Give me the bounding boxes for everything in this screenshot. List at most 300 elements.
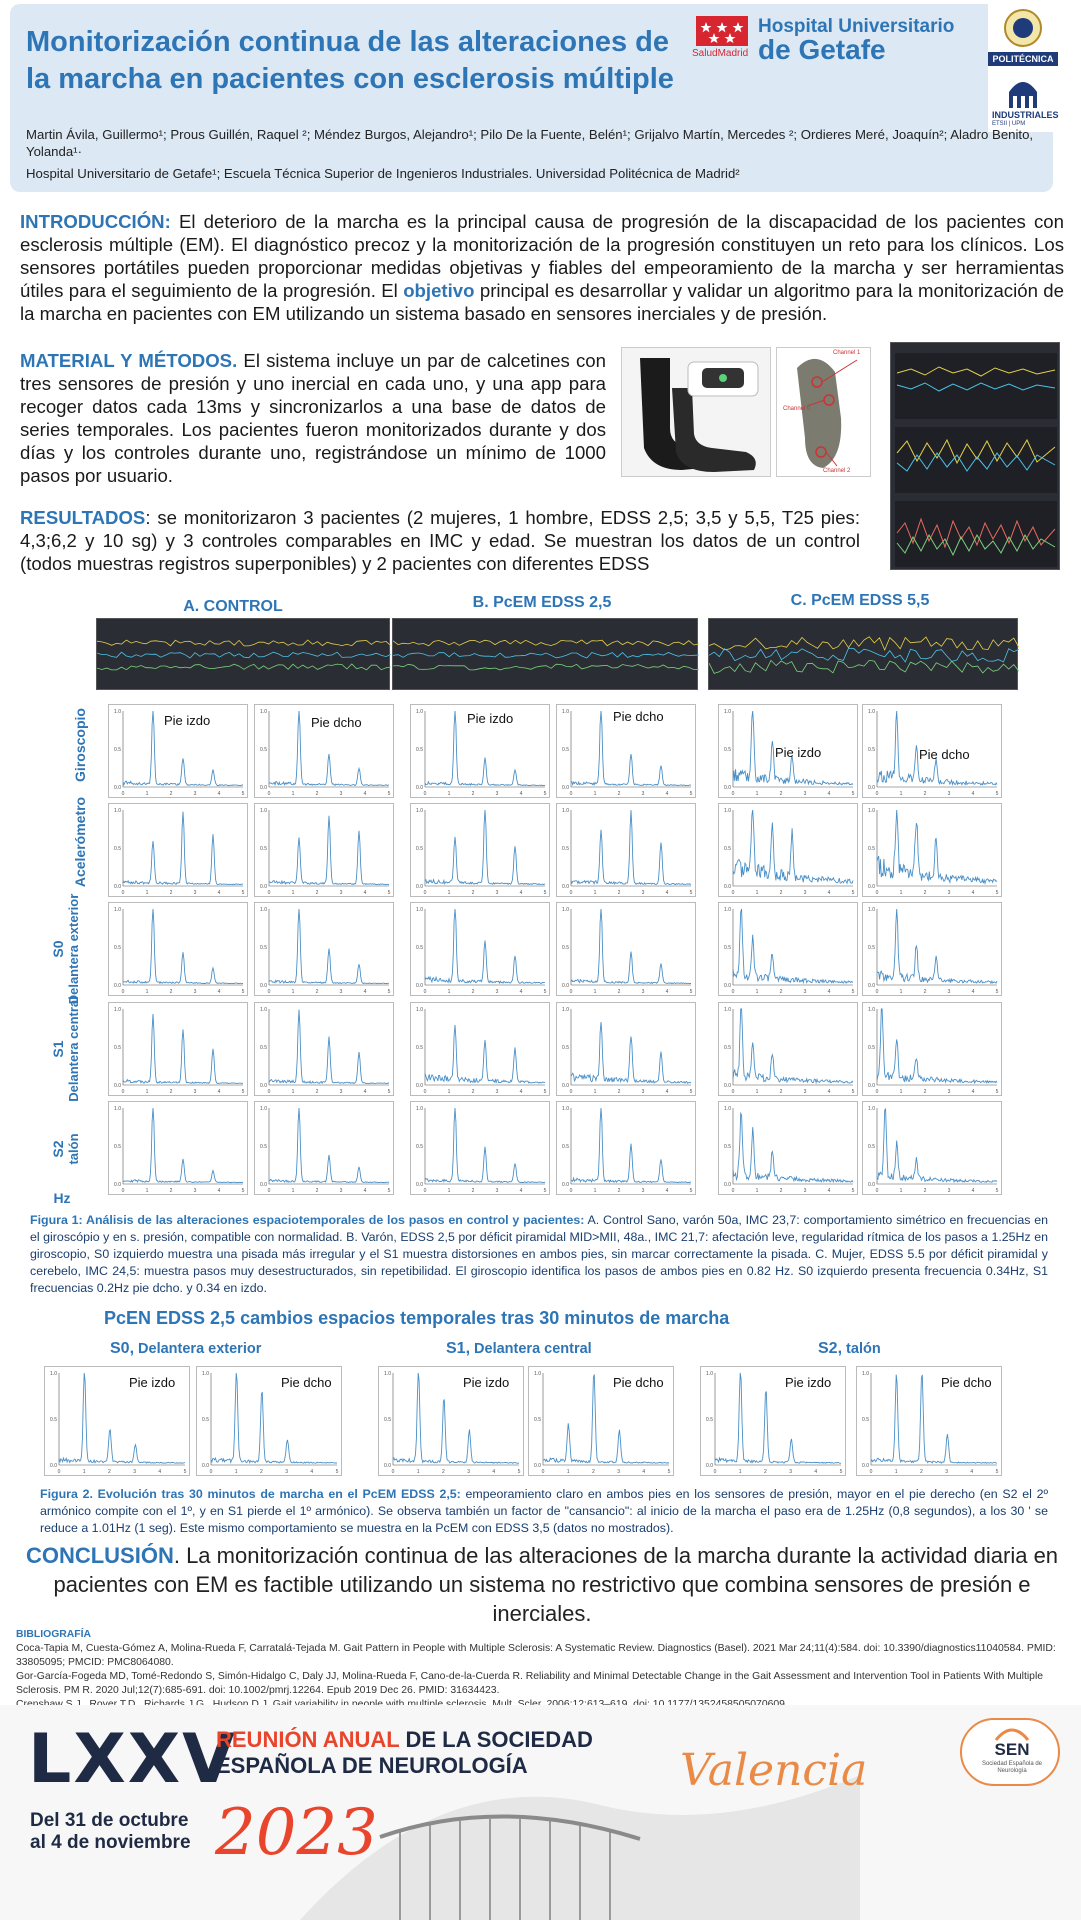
fig1-r1-c3-xtick: 3 [641, 890, 645, 896]
fig2-p0-xtick: 4 [158, 1469, 162, 1475]
methods-text: El sistema incluye un par de calcetines con tres sensores de presión y uno inercial en cada uno, y una app para recoger datos cada 13ms y sincronizarlos a una base de datos de series temporales. Los pacientes fueron monitorizados durante y dos días y los controles durante uno, registrándose un mínimo de 1000 pasos por usuario. [20, 350, 606, 486]
fig1-r4-c1-xtick: 3 [339, 1188, 343, 1194]
industriales-dome-icon [1005, 74, 1041, 110]
fig1-r2-c5-series-line [877, 909, 997, 983]
fig2-p1-xtick: 5 [335, 1469, 339, 1475]
fig2-p4-xtick: 0 [713, 1469, 717, 1475]
fig1-r4-c2-series-line [425, 1108, 545, 1183]
channel-1-label: Channel 1 [833, 350, 861, 356]
fig1-r3-c0-xtick: 1 [145, 1089, 149, 1095]
fig1-r4-c0-xtick: 5 [241, 1188, 245, 1194]
fig1-r3-c4-xtick: 0 [731, 1089, 735, 1095]
fig1-r3-c0-ytick: 0.5 [114, 1045, 121, 1051]
fig2-p3-xtick: 2 [592, 1469, 595, 1475]
bibliography-section [16, 1628, 1066, 1712]
fig2-p0-side-label: Pie izdo [129, 1375, 176, 1390]
fig1-r0-c1-xtick: 4 [363, 791, 367, 797]
figure2-caption [40, 1486, 1048, 1537]
fig1-r3-c3-xtick: 5 [689, 1089, 693, 1095]
fig1-r2-c2-xtick: 4 [519, 989, 523, 995]
fig1-r4-c5-xtick: 3 [947, 1188, 951, 1194]
fig1-r2-c5-ytick: 0.0 [868, 983, 875, 989]
upm-crest-icon [1003, 8, 1043, 48]
row-label-s1-name: Delantera central [66, 996, 81, 1102]
bibliography-ref-2: Gor-García-Fogeda MD, Tomé-Redondo S, Simón-Hidalgo C, Daly JJ, Molina-Rueda F, Cano-de-la-Cuerda R. Reliability and Minimal Detectable Change in the Gait Assessment and Intervention Tool in Patients With Multiple Sclerosis. PM R. 2020 Jul;12(7):685-691. doi: 10.1002/pmrj.12264. Epub 2019 Dec 26. PMID: 31634423. [16, 1671, 1044, 1696]
fig1-r4-c4-ytick: 0.5 [724, 1144, 731, 1150]
fig2-p0-xtick: 0 [57, 1469, 61, 1475]
row-label-s1-code: S1 [50, 1040, 66, 1058]
fig2-p4-xtick: 2 [764, 1469, 767, 1475]
fig1-r1-c1-xtick: 3 [339, 890, 343, 896]
fig1-r3-c2-panel [410, 1002, 550, 1096]
fig1-r0-c5-xtick: 2 [923, 791, 927, 797]
figure2-caption-title: Figura 2. Evolución tras 30 minutos de marcha en el PcEM EDSS 2,5: [40, 1487, 461, 1501]
fig1-r3-c5-panel [862, 1002, 1002, 1096]
fig2-p1-ytick: 0.0 [202, 1463, 209, 1469]
fig1-r4-c1-ytick: 1.0 [260, 1106, 267, 1112]
fig1-r2-c4-xtick: 5 [851, 989, 855, 995]
fig1-r1-c5-svg [863, 804, 1001, 896]
row-label-s2 [34, 1100, 94, 1186]
fig1-r1-c4-ytick: 0.5 [724, 846, 731, 852]
fig1-r1-c3-panel [556, 803, 696, 897]
fig1-r2-c5-xtick: 3 [947, 989, 951, 995]
fig1-r2-c1-xtick: 3 [339, 989, 343, 995]
fig1-r0-c1-xtick: 3 [339, 791, 343, 797]
fig1-r2-c1-series-line [269, 909, 389, 984]
fig1-r2-c2-xtick: 2 [471, 989, 475, 995]
row-label-s2-code: S2 [50, 1140, 66, 1158]
fig1-r2-c0-xtick: 1 [145, 989, 149, 995]
figure1-caption-title: Figura 1: Análisis de las alteraciones espaciotemporales de los pasos en control y pacientes: [30, 1213, 585, 1227]
insole-sensor-photo [776, 347, 871, 477]
fig1-r1-c0-ytick: 1.0 [114, 808, 121, 814]
fig1-r2-c4-xtick: 1 [755, 989, 759, 995]
fig1-r4-c4-xtick: 1 [755, 1188, 759, 1194]
fig1-r3-c3-ytick: 0.0 [562, 1083, 569, 1089]
fig2-p4-xtick: 1 [738, 1469, 742, 1475]
fig1-r1-c5-xtick: 0 [875, 890, 879, 896]
fig1-r1-c1-xtick: 1 [291, 890, 295, 896]
figure1-dashboard-0-trace [97, 664, 391, 670]
fig1-r4-c2-xtick: 3 [495, 1188, 499, 1194]
fig1-r1-c4-series-line [733, 810, 853, 883]
fig1-r2-c5-ytick: 0.5 [868, 945, 875, 951]
fig1-r0-c1-xtick: 0 [267, 791, 271, 797]
fig1-r4-c5-xtick: 5 [995, 1188, 999, 1194]
fig1-r0-c2-xtick: 5 [543, 791, 547, 797]
fig1-r2-c3-xtick: 0 [569, 989, 573, 995]
fig1-r2-c4-xtick: 0 [731, 989, 735, 995]
fig1-r0-c5-ytick: 0.0 [868, 785, 875, 791]
fig1-r1-c3-xtick: 2 [617, 890, 621, 896]
congress-name [216, 1727, 593, 1779]
fig1-r1-c2-axes [425, 810, 545, 886]
fig1-r0-c3-ytick: 0.5 [562, 747, 569, 753]
figure2-group-s0-code: S0, [110, 1340, 135, 1357]
fig2-p2-xtick: 1 [416, 1469, 420, 1475]
fig1-r3-c4-xtick: 4 [827, 1089, 831, 1095]
fig1-r3-c1-ytick: 0.0 [260, 1083, 267, 1089]
fig1-r1-c3-ytick: 1.0 [562, 808, 569, 814]
fig1-r1-c0-xtick: 1 [145, 890, 149, 896]
fig1-r2-c5-xtick: 5 [995, 989, 999, 995]
fig1-r4-c0-xtick: 0 [121, 1188, 125, 1194]
fig1-r0-c5-xtick: 5 [995, 791, 999, 797]
fig1-r1-c3-ytick: 0.0 [562, 884, 569, 890]
fig1-r0-c1-ytick: 0.0 [260, 785, 267, 791]
fig1-r3-c5-ytick: 0.0 [868, 1083, 875, 1089]
fig1-r2-c3-axes [571, 909, 691, 985]
fig1-r2-c4-panel [718, 902, 858, 996]
fig1-r1-c0-xtick: 5 [241, 890, 245, 896]
fig1-r4-c4-ytick: 1.0 [724, 1106, 731, 1112]
fig1-r3-c1-ytick: 0.5 [260, 1045, 267, 1051]
bibliography-title: BIBLIOGRAFÍA [16, 1629, 92, 1640]
fig1-r1-c2-xtick: 4 [519, 890, 523, 896]
fig1-r2-c0-series-line [123, 909, 243, 984]
fig1-r2-c0-ytick: 0.0 [114, 983, 121, 989]
fig1-r4-c1-xtick: 1 [291, 1188, 295, 1194]
fig1-r0-c3-side-label: Pie dcho [613, 709, 664, 724]
figure2-group-s2 [818, 1340, 881, 1358]
fig1-r1-c3-xtick: 5 [689, 890, 693, 896]
fig1-r4-c0-xtick: 3 [193, 1188, 197, 1194]
fig2-p1-xtick: 2 [260, 1469, 263, 1475]
fig1-r3-c4-xtick: 2 [779, 1089, 783, 1095]
results-text: : se monitorizaron 3 pacientes (2 mujeres, 1 hombre, EDSS 2,5; 3,5 y 5,5, T25 pies: 4,3;6,2 y 10 sg) y 3 controles comparables en IMC y edad. Se muestran los datos de un control (todos muestras registros superponibles) y 2 pacientes con diferentes EDSS [20, 507, 860, 574]
fig1-r1-c0-series-line [123, 812, 243, 885]
fig1-r1-c5-ytick: 0.5 [868, 846, 875, 852]
fig1-r0-c2-xtick: 1 [447, 791, 451, 797]
fig1-r3-c3-xtick: 2 [617, 1089, 621, 1095]
fig2-p2-xtick: 2 [442, 1469, 445, 1475]
row-label-s0-name: Delantera exterior [66, 893, 81, 1005]
fig1-r1-c4-xtick: 5 [851, 890, 855, 896]
fig1-r2-c1-xtick: 2 [315, 989, 319, 995]
fig1-r0-c0-xtick: 1 [145, 791, 149, 797]
intro-objetivo: objetivo [403, 280, 475, 301]
figure1-dashboard-1-trace [393, 640, 699, 646]
fig1-r4-c0-series-line [123, 1108, 243, 1183]
fig1-r2-c1-panel [254, 902, 394, 996]
fig2-p3-xtick: 3 [617, 1469, 620, 1475]
fig2-p2-ytick: 1.0 [384, 1371, 391, 1377]
fig1-r4-c1-svg [255, 1102, 393, 1194]
fig1-r3-c1-xtick: 1 [291, 1089, 295, 1095]
fig1-r0-c2-xtick: 0 [423, 791, 427, 797]
column-title-edss25: B. PcEM EDSS 2,5 [472, 594, 612, 611]
upm-logos [988, 4, 1058, 132]
fig1-r0-c4-side-label: Pie izdo [775, 745, 822, 760]
fig1-r0-c4-xtick: 2 [779, 791, 783, 797]
fig1-r1-c1-xtick: 0 [267, 890, 271, 896]
figure1-dashboard-2-svg [709, 619, 1019, 691]
fig1-r4-c0-ytick: 1.0 [114, 1106, 121, 1112]
fig1-r0-c5-side-label: Pie dcho [919, 747, 970, 762]
fig1-r3-c2-ytick: 0.5 [416, 1045, 423, 1051]
fig1-r4-c5-ytick: 0.5 [868, 1144, 875, 1150]
fig1-r1-c2-panel [410, 803, 550, 897]
fig1-r2-c0-xtick: 4 [217, 989, 221, 995]
fig1-r0-c3-ytick: 1.0 [562, 709, 569, 715]
row-label-s0 [34, 893, 94, 1005]
salud-madrid-label: SaludMadrid [692, 48, 749, 59]
fig2-p4-ytick: 0.5 [706, 1417, 713, 1423]
intro-heading: INTRODUCCIÓN: [20, 211, 171, 232]
fig1-r4-c2-ytick: 1.0 [416, 1106, 423, 1112]
fig1-r1-c2-svg [411, 804, 549, 896]
fig1-r2-c5-ytick: 1.0 [868, 907, 875, 913]
intro-text-a: El deterioro de la marcha es la principal causa de progresión de la discapacidad de los pacientes con esclerosis múltiple (EM). El diagnóstico precoz y la monitorización de la progresión constituyen un reto para los clínicos. Los sensores portátiles pueden proporcionar medidas objetivas y fiables del empeoramiento de la marcha y ser herramientas útiles para el seguimiento de la progresión. El [20, 211, 1064, 301]
fig1-r2-c3-xtick: 2 [617, 989, 621, 995]
fig2-p3-xtick: 0 [541, 1469, 545, 1475]
fig1-r4-c3-xtick: 2 [617, 1188, 621, 1194]
figure1-dashboard-0-svg [97, 619, 391, 691]
fig2-p0-xtick: 2 [108, 1469, 111, 1475]
fig1-r1-c3-svg [557, 804, 695, 896]
fig1-r2-c2-ytick: 1.0 [416, 907, 423, 913]
fig1-r2-c0-xtick: 5 [241, 989, 245, 995]
fig2-p4-ytick: 1.0 [706, 1371, 713, 1377]
intro-text-b: principal es desarrollar y validar un algoritmo para la monitorización de la marcha en pacientes con EM utilizando un sistema basado en sensores inerciales y de presión. [20, 280, 1064, 324]
figure1-dashboard-1-trace [393, 653, 699, 659]
fig1-r2-c0-xtick: 2 [169, 989, 173, 995]
fig1-r4-c1-ytick: 0.5 [260, 1144, 267, 1150]
fig1-r4-c3-xtick: 4 [665, 1188, 669, 1194]
fig2-p1-ytick: 0.5 [202, 1417, 209, 1423]
fig1-r4-c5-xtick: 4 [971, 1188, 975, 1194]
congress-name-line1-dark: DE LA SOCIEDAD [405, 1727, 593, 1752]
fig1-r4-c1-xtick: 0 [267, 1188, 271, 1194]
fig1-r2-c1-xtick: 5 [387, 989, 391, 995]
fig1-r1-c1-svg [255, 804, 393, 896]
fig1-r1-c0-axes [123, 810, 243, 886]
fig1-r3-c1-xtick: 2 [315, 1089, 319, 1095]
fig2-p5-xtick: 1 [894, 1469, 898, 1475]
conclusion-section [20, 1541, 1064, 1628]
fig1-r0-c4-xtick: 1 [755, 791, 759, 797]
column-title-edss55: C. PcEM EDSS 5,5 [790, 592, 930, 609]
fig1-r4-c1-panel [254, 1101, 394, 1195]
fig1-r4-c0-xtick: 1 [145, 1188, 149, 1194]
fig1-r0-c4-xtick: 0 [731, 791, 735, 797]
fig1-r4-c5-xtick: 0 [875, 1188, 879, 1194]
fig1-r4-c0-panel [108, 1101, 248, 1195]
fig1-r2-c3-xtick: 4 [665, 989, 669, 995]
fig1-r2-c4-xtick: 4 [827, 989, 831, 995]
fig1-r2-c2-svg [411, 903, 549, 995]
fig1-r4-c1-xtick: 2 [315, 1188, 319, 1194]
fig1-r4-c4-svg [719, 1102, 857, 1194]
fig2-p5-ytick: 0.5 [862, 1417, 869, 1423]
fig1-r2-c5-xtick: 1 [899, 989, 903, 995]
fig1-r2-c0-panel [108, 902, 248, 996]
fig1-r3-c0-xtick: 5 [241, 1089, 245, 1095]
sock-illustration [622, 348, 771, 477]
fig1-r4-c3-ytick: 0.5 [562, 1144, 569, 1150]
fig1-r3-c0-svg [109, 1003, 247, 1095]
fig1-r0-c0-xtick: 4 [217, 791, 221, 797]
fig1-r4-c4-xtick: 5 [851, 1188, 855, 1194]
fig2-p1-xtick: 1 [234, 1469, 238, 1475]
fig1-r4-c2-axes [425, 1108, 545, 1184]
fig1-r3-c2-ytick: 1.0 [416, 1007, 423, 1013]
fig2-p0-panel [44, 1366, 190, 1476]
fig1-r2-c4-xtick: 3 [803, 989, 807, 995]
fig1-r1-c3-xtick: 4 [665, 890, 669, 896]
fig1-r1-c4-panel [718, 803, 858, 897]
fig1-r0-c2-ytick: 0.5 [416, 747, 423, 753]
fig2-p2-xtick: 0 [391, 1469, 395, 1475]
fig1-r4-c0-ytick: 0.0 [114, 1182, 121, 1188]
fig1-r3-c3-panel [556, 1002, 696, 1096]
fig1-r0-c2-side-label: Pie izdo [467, 711, 514, 726]
fig1-r0-c4-panel [718, 704, 858, 798]
figure2-group-s1 [446, 1340, 592, 1358]
fig1-r0-c0-xtick: 3 [193, 791, 197, 797]
fig1-r2-c4-ytick: 0.5 [724, 945, 731, 951]
fig1-r0-c0-xtick: 0 [121, 791, 125, 797]
fig2-p4-panel [700, 1366, 846, 1476]
fig1-r2-c5-xtick: 4 [971, 989, 975, 995]
fig1-r3-c3-xtick: 0 [569, 1089, 573, 1095]
fig1-r3-c4-axes [733, 1009, 853, 1085]
fig1-r0-c1-xtick: 5 [387, 791, 391, 797]
fig1-r3-c0-ytick: 0.0 [114, 1083, 121, 1089]
fig1-r4-c4-panel [718, 1101, 858, 1195]
figure1-caption-text: A. Control Sano, varón 50a, IMC 23,7: comportamiento simétrico en frecuencias en el giroscópio y en s. presión, compatible con normalidad. B. Varón, EDSS 2,5 por déficit piramidal MID>MII, 48a., IMC 21,7: afectación leve, regularidad rítmica de los pasos a 1.25Hz en giroscopio, S0 izquierdo muestra una pisada más irregular y el S1 muestra distorsiones en ambos pies, sin marcar correctamente la pisada. C. Mujer, EDSS 5.5 por déficit piramidal y cerebelo, IMC 24,5: muestra pasos muy desestructurados, sin repetibilidad. El giroscopio identifica los pasos de ambos pies en 0.82 Hz. S0 izquierdo presenta frecuencia 0.34Hz, S1 frecuencias 0.2Hz pie dcho. y 0.34 en izdo. [30, 1213, 1048, 1295]
fig2-p1-xtick: 0 [209, 1469, 213, 1475]
fig1-r1-c2-ytick: 1.0 [416, 808, 423, 814]
fig2-p4-xtick: 5 [839, 1469, 843, 1475]
fig1-r2-c4-svg [719, 903, 857, 995]
fig1-r4-c0-axes [123, 1108, 243, 1184]
fig1-r0-c0-ytick: 0.0 [114, 785, 121, 791]
row-label-s1 [34, 996, 94, 1102]
figure1-dashboard-1 [392, 618, 698, 690]
figure2-group-s1-name: Delantera central [474, 1341, 592, 1357]
fig1-r2-c4-axes [733, 909, 853, 985]
fig1-r4-c4-xtick: 4 [827, 1188, 831, 1194]
fig1-r0-c0-xtick: 5 [241, 791, 245, 797]
fig1-r2-c3-panel [556, 902, 696, 996]
fig1-r1-c3-ytick: 0.5 [562, 846, 569, 852]
fig1-r1-c5-xtick: 1 [899, 890, 903, 896]
fig1-r2-c4-ytick: 0.0 [724, 983, 731, 989]
fig1-r3-c2-xtick: 1 [447, 1089, 451, 1095]
fig1-r2-c2-xtick: 5 [543, 989, 547, 995]
fig1-r3-c3-xtick: 3 [641, 1089, 645, 1095]
industriales-label: INDUSTRIALES [992, 110, 1059, 120]
fig2-p3-ytick: 1.0 [534, 1371, 541, 1377]
fig1-r1-c2-ytick: 0.0 [416, 884, 423, 890]
fig1-r3-c1-xtick: 3 [339, 1089, 343, 1095]
fig1-r2-c2-ytick: 0.5 [416, 945, 423, 951]
fig1-r2-c0-axes [123, 909, 243, 985]
fig1-r1-c4-ytick: 0.0 [724, 884, 731, 890]
fig1-r4-c3-xtick: 0 [569, 1188, 573, 1194]
fig1-r3-c1-axes [269, 1009, 389, 1085]
fig1-r2-c2-xtick: 0 [423, 989, 427, 995]
fig1-r0-c3-ytick: 0.0 [562, 785, 569, 791]
conclusion-heading: CONCLUSIÓN [25, 1543, 174, 1568]
bibliography-ref-1: Coca-Tapia M, Cuesta-Gómez A, Molina-Rueda F, Carratalá-Tejada M. Gait Pattern in People with Multiple Sclerosis: A Systematic Review. Diagnostics (Basel). 2021 Mar 24;11(4):584. doi: 10.3390/diagnostics11040584. PMID: 33805095; PMCID: PMC8064080. [16, 1643, 1056, 1668]
fig1-r0-c4-ytick: 0.5 [724, 747, 731, 753]
fig1-r2-c2-xtick: 1 [447, 989, 451, 995]
fig1-r4-c1-axes [269, 1108, 389, 1184]
fig1-r0-c0-side-label: Pie izdo [164, 713, 211, 728]
figure1-caption [30, 1212, 1048, 1297]
fig1-r0-c5-panel [862, 704, 1002, 798]
fig1-r4-c0-xtick: 2 [169, 1188, 173, 1194]
fig2-p4-side-label: Pie izdo [785, 1375, 832, 1390]
channel-0-label: Channel 0 [783, 406, 811, 412]
fig1-r4-c4-xtick: 0 [731, 1188, 735, 1194]
fig2-p4-xtick: 4 [814, 1469, 818, 1475]
fig1-r3-c2-xtick: 3 [495, 1089, 499, 1095]
fig1-r0-c5-xtick: 3 [947, 791, 951, 797]
fig1-r2-c2-axes [425, 909, 545, 985]
fig1-r0-c3-xtick: 2 [617, 791, 621, 797]
fig1-r3-c4-ytick: 1.0 [724, 1007, 731, 1013]
fig1-r1-c2-xtick: 1 [447, 890, 451, 896]
fig1-r1-c1-panel [254, 803, 394, 897]
row-label-giroscopio: Giroscopio [72, 708, 88, 782]
fig1-r3-c1-xtick: 5 [387, 1089, 391, 1095]
poster-title: Monitorización continua de las alteraciones de la marcha en pacientes con esclerosis múltiple [26, 26, 674, 95]
fig2-p0-xtick: 1 [82, 1469, 86, 1475]
fig1-r2-c1-xtick: 4 [363, 989, 367, 995]
fig1-r0-c4-xtick: 3 [803, 791, 807, 797]
fig1-r1-c0-ytick: 0.5 [114, 846, 121, 852]
fig1-r3-c0-xtick: 0 [121, 1089, 125, 1095]
sen-label: SEN [994, 1740, 1030, 1759]
hospital-name-line2: de Getafe [758, 34, 886, 65]
fig1-r4-c5-axes [877, 1108, 997, 1184]
fig1-r2-c0-ytick: 0.5 [114, 945, 121, 951]
fig1-r3-c5-xtick: 1 [899, 1089, 903, 1095]
fig1-r0-c3-xtick: 1 [593, 791, 597, 797]
figure1-dashboard-2 [708, 618, 1018, 690]
fig2-p5-xtick: 2 [920, 1469, 923, 1475]
fig2-p4-xtick: 3 [789, 1469, 792, 1475]
fig1-r0-c4-xtick: 5 [851, 791, 855, 797]
row-label-acelerometro: Acelerómetro [72, 796, 88, 888]
results-heading: RESULTADOS [20, 507, 146, 528]
congress-dates [30, 1810, 191, 1854]
fig1-r2-c1-xtick: 1 [291, 989, 295, 995]
fig1-r2-c5-panel [862, 902, 1002, 996]
fig1-r1-c3-series-line [571, 810, 691, 884]
fig1-r2-c5-xtick: 0 [875, 989, 879, 995]
fig1-r1-c5-series-line [877, 810, 997, 883]
fig2-p1-panel [196, 1366, 342, 1476]
fig1-r4-c1-xtick: 4 [363, 1188, 367, 1194]
figure1-dashboard-0-trace [97, 652, 391, 658]
figure2-group-s1-code: S1, [446, 1340, 471, 1357]
fig1-r1-c1-ytick: 0.5 [260, 846, 267, 852]
figure2-group-s0-name: Delantera exterior [138, 1341, 262, 1357]
fig1-r3-c0-xtick: 4 [217, 1089, 221, 1095]
fig1-r2-c4-xtick: 2 [779, 989, 783, 995]
fig1-r0-c2-xtick: 4 [519, 791, 523, 797]
fig1-r0-c5-ytick: 0.5 [868, 747, 875, 753]
fig1-r3-c0-panel [108, 1002, 248, 1096]
fig1-r4-c5-panel [862, 1101, 1002, 1195]
sen-logo [960, 1718, 1060, 1786]
fig1-r2-c3-series-line [571, 909, 691, 984]
